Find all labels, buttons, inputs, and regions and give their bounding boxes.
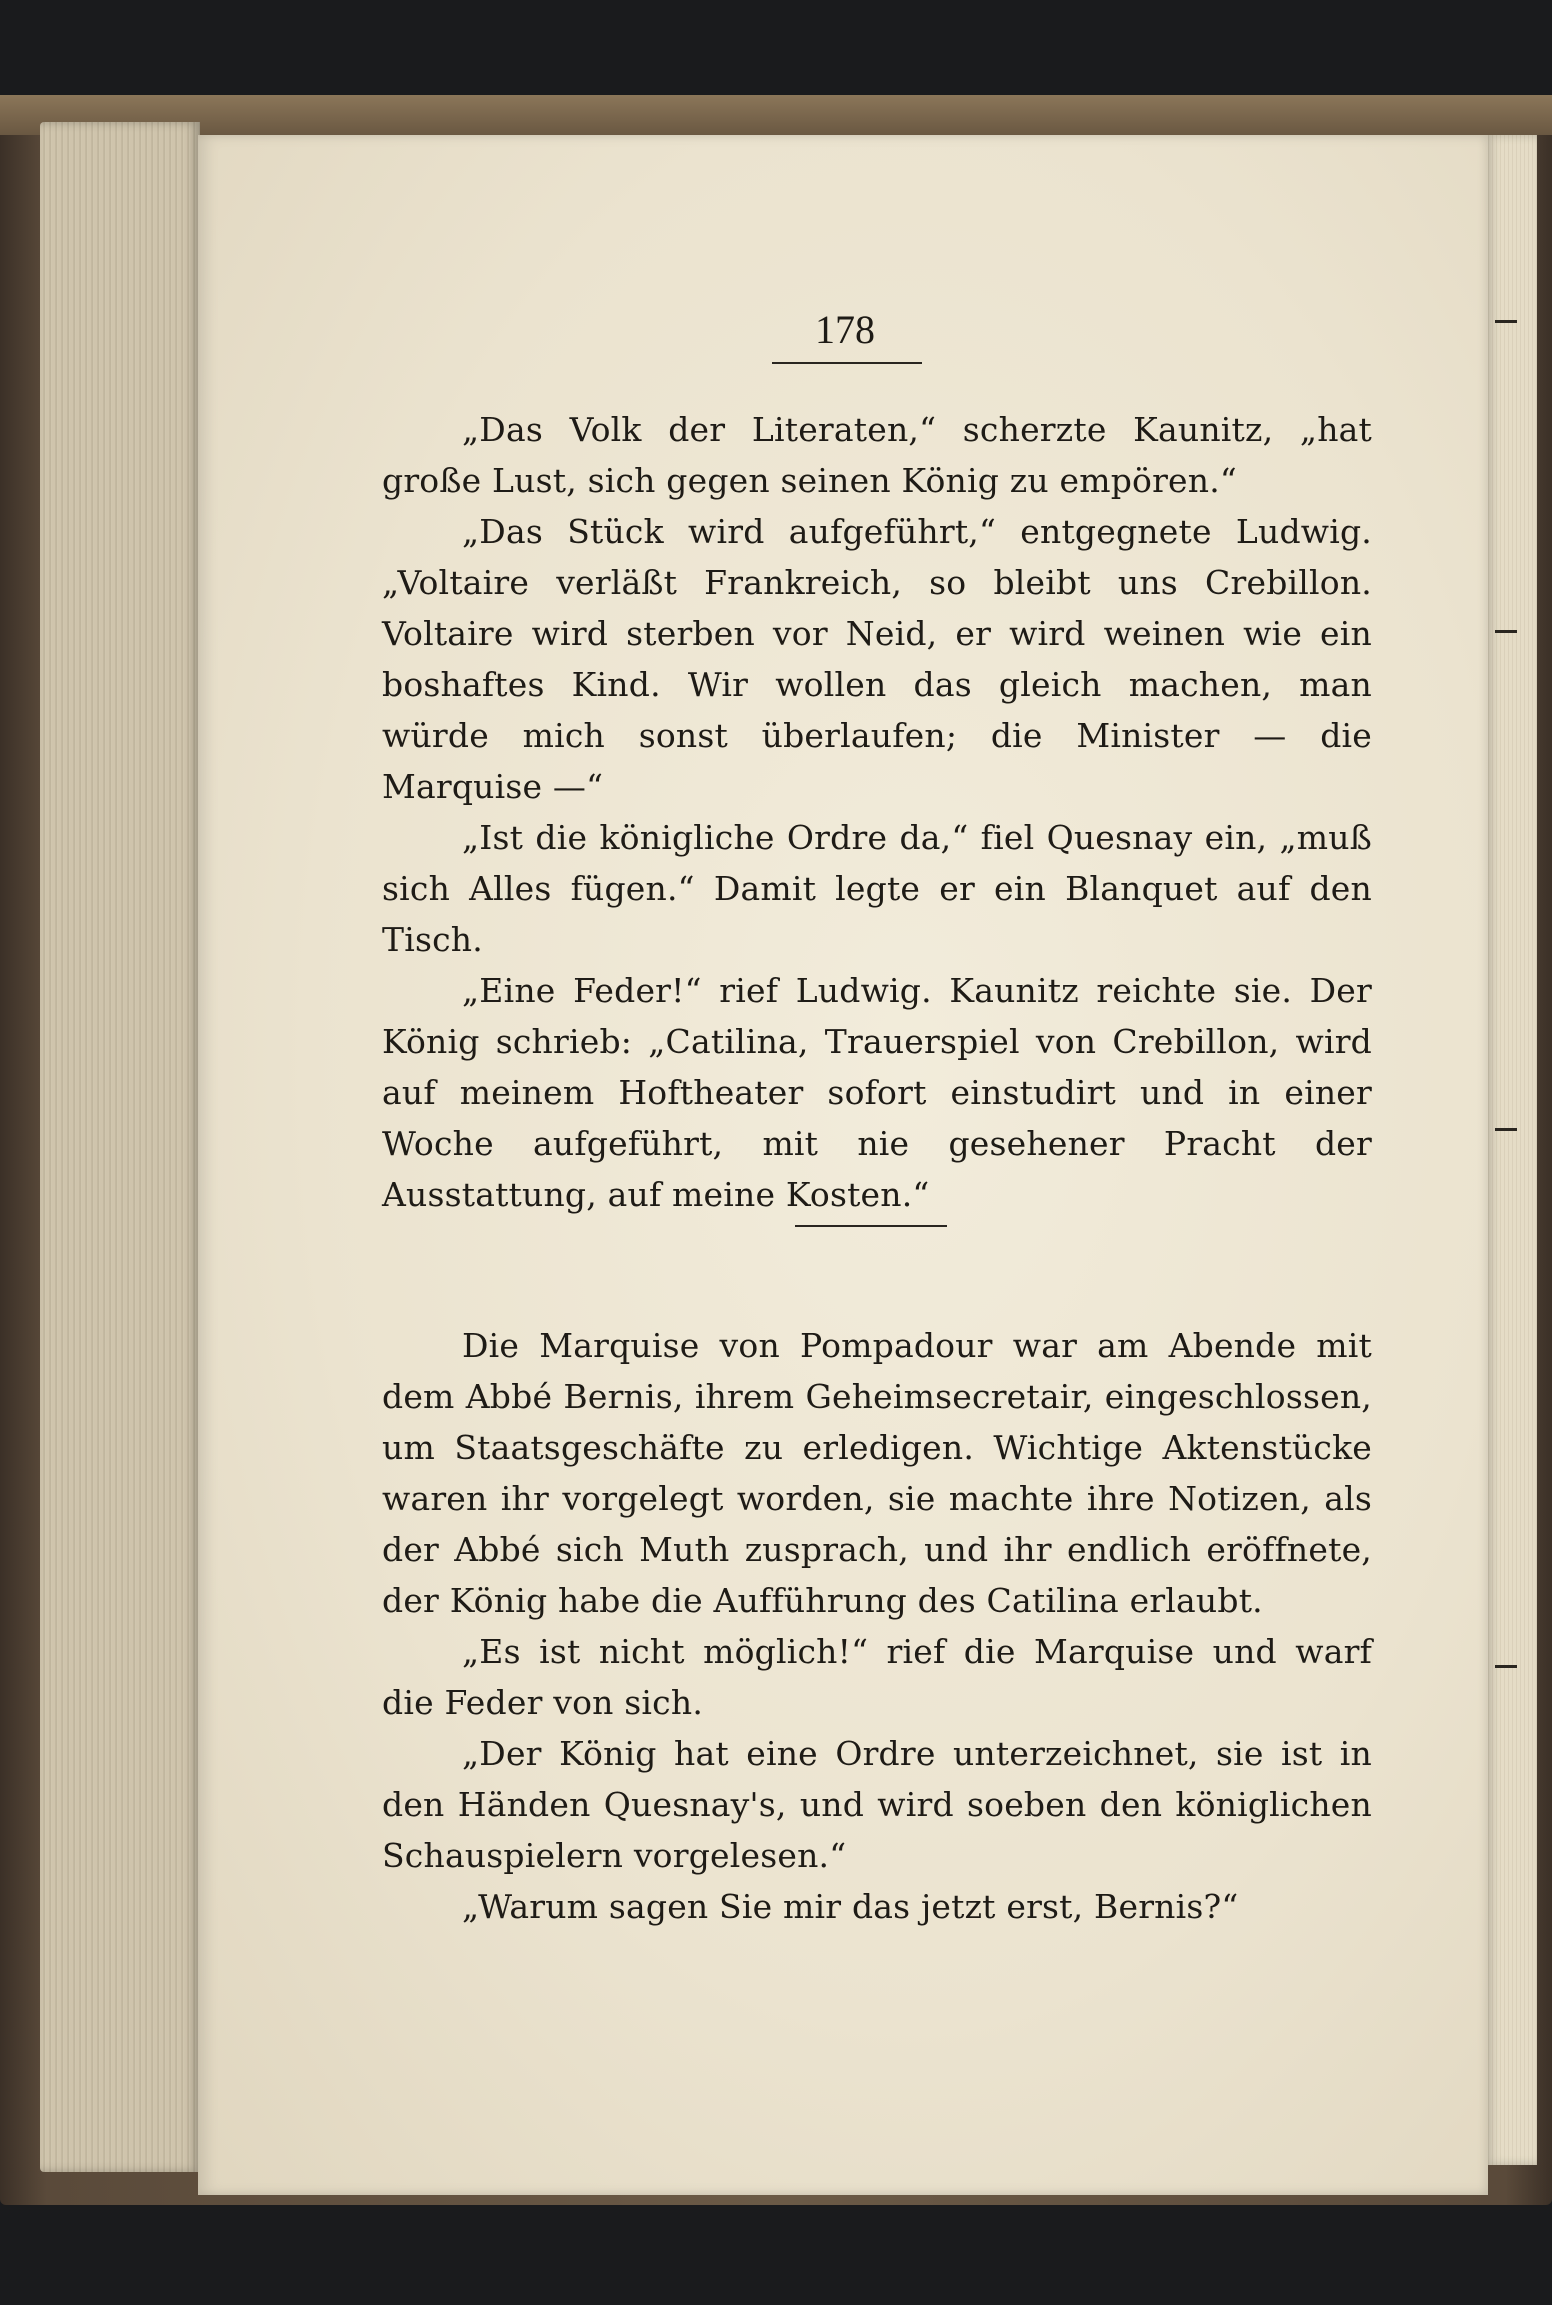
page-number-rule — [772, 362, 922, 364]
paragraph: „Der König hat eine Ordre unterzeichnet, sie ist in den Händen Quesnay's, und wird soeben den königlichen Schauspielern vorgelesen.“ — [382, 1734, 1372, 1875]
paragraph: Die Marquise von Pompadour war am Abende mit dem Abbé Bernis, ihrem Geheimsecretair, eingeschlossen, um Staatsgeschäfte zu erledigen. Wichtige Aktenstücke waren ihr vorgelegt worden, sie machte ihre Notizen, als der Abbé sich Muth zusprach, und ihr endlich eröffnete, der König habe die Aufführung des Catilina erlaubt. — [382, 1326, 1372, 1620]
right-page-stack — [1485, 135, 1537, 2165]
left-page-stack — [40, 122, 200, 2172]
section-divider — [795, 1225, 947, 1227]
edge-mark — [1495, 1665, 1517, 1668]
edge-mark — [1495, 630, 1517, 633]
paragraph: „Das Stück wird aufgeführt,“ entgegnete Ludwig. „Voltaire verläßt Frankreich, so bleibt uns Crebillon. Voltaire wird sterben vor Neid, er wird weinen wie ein boshaftes Kind. Wir wollen das gleich machen, man würde mich sonst überlaufen; die Minister — die Marquise —“ — [382, 512, 1372, 806]
edge-mark — [1495, 1128, 1517, 1131]
page-number: 178 — [815, 307, 875, 352]
paragraph: „Ist die königliche Ordre da,“ fiel Quesnay ein, „muß sich Alles fügen.“ Damit legte er ein Blanquet auf den Tisch. — [382, 818, 1372, 959]
section-2 — [382, 1320, 1372, 1932]
paragraph: „Eine Feder!“ rief Ludwig. Kaunitz reichte sie. Der König schrieb: „Catilina, Trauerspiel von Crebillon, wird auf meinem Hoftheater sofort einstudirt und in einer Woche aufgeführt, mit nie gesehener Pracht der Ausstattung, auf meine Kosten.“ — [382, 971, 1372, 1214]
paragraph: „Das Volk der Literaten,“ scherzte Kaunitz, „hat große Lust, sich gegen seinen König zu empören.“ — [382, 410, 1372, 500]
section-1 — [382, 404, 1372, 1220]
cover-edge — [0, 95, 1552, 135]
paragraph: „Warum sagen Sie mir das jetzt erst, Bernis?“ — [462, 1887, 1239, 1926]
paragraph: „Es ist nicht möglich!“ rief die Marquise und warf die Feder von sich. — [382, 1632, 1372, 1722]
edge-mark — [1495, 320, 1517, 323]
